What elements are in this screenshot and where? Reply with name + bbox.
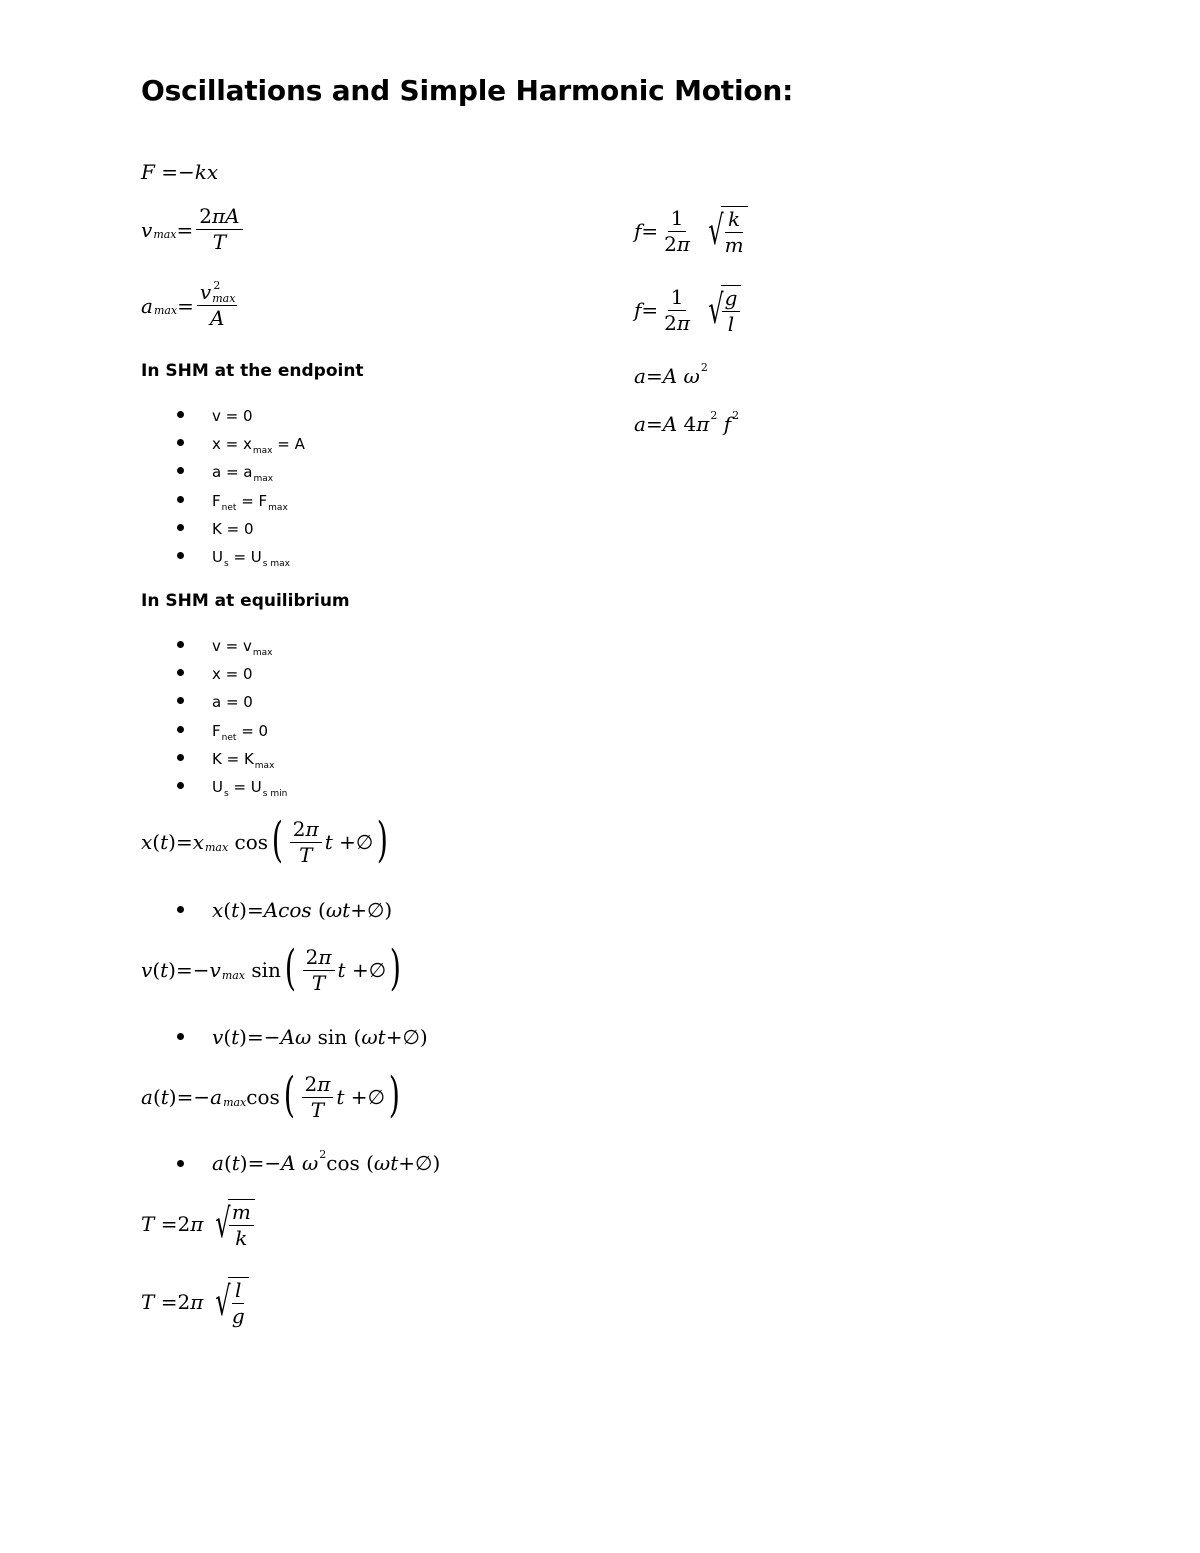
bullet-dot bbox=[177, 1033, 184, 1040]
list-item: $v = v_{max}$ bbox=[212, 637, 272, 655]
formula-f-spring: f = $\frac{1}{2\pi}$ √ $\frac{k}{m}$ bbox=[634, 206, 748, 256]
list-item: $x = x_{max} = A$ bbox=[212, 435, 305, 453]
formula-hooke: F =− kx bbox=[141, 160, 219, 184]
formula-x-t: x ( t )= x max cos ( $\frac{2\pi}{T}$ t +∅ ) bbox=[141, 812, 389, 868]
formula-x-t-omega: x ( t )= Acos ( ωt +∅) bbox=[212, 898, 393, 922]
bullet-dot bbox=[177, 1160, 184, 1167]
list-item: K = 0 bbox=[212, 520, 253, 538]
page-title: Oscillations and Simple Harmonic Motion: bbox=[141, 74, 794, 107]
list-item: $K = K_{max}$ bbox=[212, 750, 274, 768]
heading-endpoint: In SHM at the endpoint bbox=[141, 361, 364, 381]
list-item: $U_s = U_{s min}$ bbox=[212, 778, 287, 796]
formula-T-spring: T =2 π √ $\frac{m}{k}$ bbox=[141, 1199, 255, 1249]
list-item: $F_{net} = F_{max}$ bbox=[212, 492, 288, 510]
list-item: $U_s = U_{s max}$ bbox=[212, 548, 290, 566]
formula-vmax: v max = $\frac{2\pi A}{T}$ bbox=[141, 206, 246, 253]
heading-equilibrium: In SHM at equilibrium bbox=[141, 591, 350, 611]
formula-a-omega: a = A ω 2 bbox=[634, 360, 708, 388]
formula-T-pendulum: T =2 π √ $\frac{l}{g}$ bbox=[141, 1277, 249, 1327]
list-item: $a = a_{max}$ bbox=[212, 463, 273, 481]
formula-a-freq: a = A 4 π 2 f 2 bbox=[634, 408, 740, 436]
formula-amax: a max = $\frac{vmax^2}{A}$ bbox=[141, 279, 236, 330]
formula-v-t: v ( t )=− v max sin ( $\frac{2\pi}{T}$ t +∅ ) bbox=[141, 940, 402, 996]
equilibrium-list bbox=[212, 637, 512, 807]
formula-a-t-omega: a ( t )=− A ω 2 cos ( ωt +∅) bbox=[212, 1147, 441, 1175]
endpoint-list bbox=[212, 407, 512, 577]
formula-a-t: a ( t )=− a max cos ( $\frac{2\pi}{T}$ t +∅ ) bbox=[141, 1067, 400, 1123]
formula-f-pendulum: f = $\frac{1}{2\pi}$ √ $\frac{g}{l}$ bbox=[634, 285, 741, 335]
bullet-dot bbox=[177, 906, 184, 913]
list-item: a = 0 bbox=[212, 693, 253, 711]
list-item: v = 0 bbox=[212, 407, 253, 425]
list-item: x = 0 bbox=[212, 665, 253, 683]
list-item: $F_{net} = 0$ bbox=[212, 722, 268, 740]
formula-v-t-omega: v ( t )=− Aω sin ( ωt +∅) bbox=[212, 1025, 428, 1049]
